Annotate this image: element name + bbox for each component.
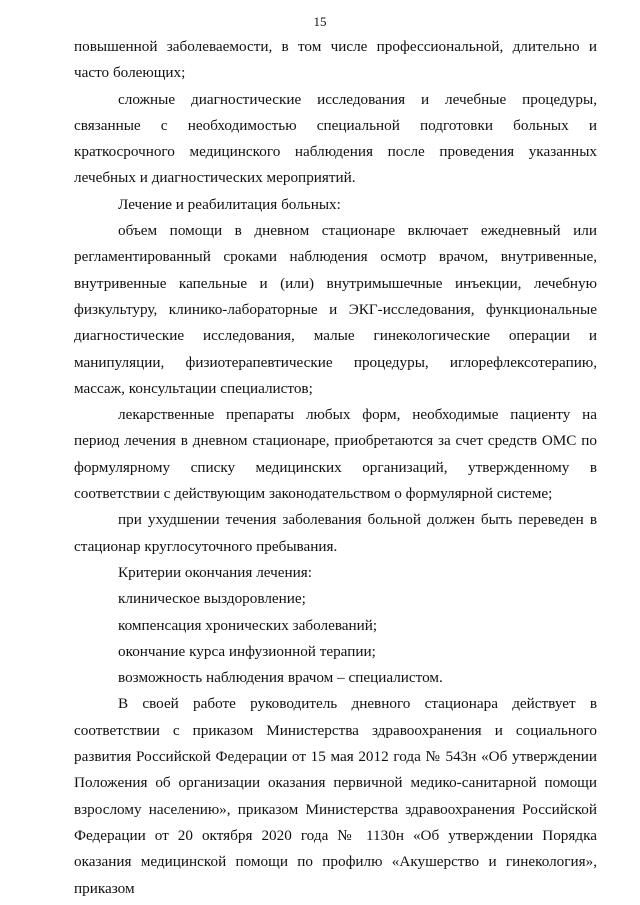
paragraph-diagnostics: сложные диагностические исследования и лечебные процедуры, связанные с необходимостью специальной подготовки больных и краткосрочного медицинского наблюдения после проведения указанных лечебных и диагностических мероприятий. (74, 90, 597, 187)
paragraph-scope-of-care: объем помощи в дневном стационаре включает ежедневный или регламентированный сроками наблюдения осмотр врачом, внутривенные, внутривенные капельные и (или) внутримышечные инъекции, лечебную физкультуру, клинико-лабораторные и ЭКГ-исследования, функциональные диагностические исследования, малые гинекологические операции и манипуляции, физиотерапевтические процедуры, иглорефлексотерапию, массаж, консультации специалистов; (74, 222, 597, 397)
section-heading-treatment: Лечение и реабилитация больных: (118, 195, 341, 213)
criteria-item-infusion: окончание курса инфузионной терапии; (118, 642, 376, 660)
criteria-item-compensation: компенсация хронических заболеваний; (118, 616, 378, 634)
paragraph-regulations: В своей работе руководитель дневного стационара действует в соответствии с приказом Министерства здравоохранения и социального развития Российской Федерации от 15 мая 2012 года № 543н «Об утверждении Положения об организации оказания первичной медико-санитарной помощи взрослому населению», приказом Министерства здравоохранения Российской Федерации от 20 октября 2020 года № 1130н «Об утверждении Порядка оказания медицинской помощи по профилю «Акушерство и гинекология», приказом (74, 695, 597, 897)
criteria-item-recovery: клиническое выздоровление; (118, 590, 306, 608)
paragraph-transfer: при ухудшении течения заболевания больной должен быть переведен в стационар круглосуточного пребывания. (74, 511, 597, 555)
paragraph-medications: лекарственные препараты любых форм, необходимые пациенту на период лечения в дневном стационаре, приобретаются за счет средств ОМС по формулярному списку медицинских организаций, утвержденному в соответствии с действующим законодательством о формулярной системе; (74, 406, 597, 503)
section-heading-completion-criteria: Критерии окончания лечения: (118, 563, 312, 581)
paragraph-continuation: повышенной заболеваемости, в том числе профессиональной, длительно и часто болеющих; (74, 38, 597, 82)
criteria-item-observation: возможность наблюдения врачом – специалистом. (118, 669, 443, 687)
page-number: 15 (313, 14, 327, 29)
document-body (74, 34, 597, 902)
